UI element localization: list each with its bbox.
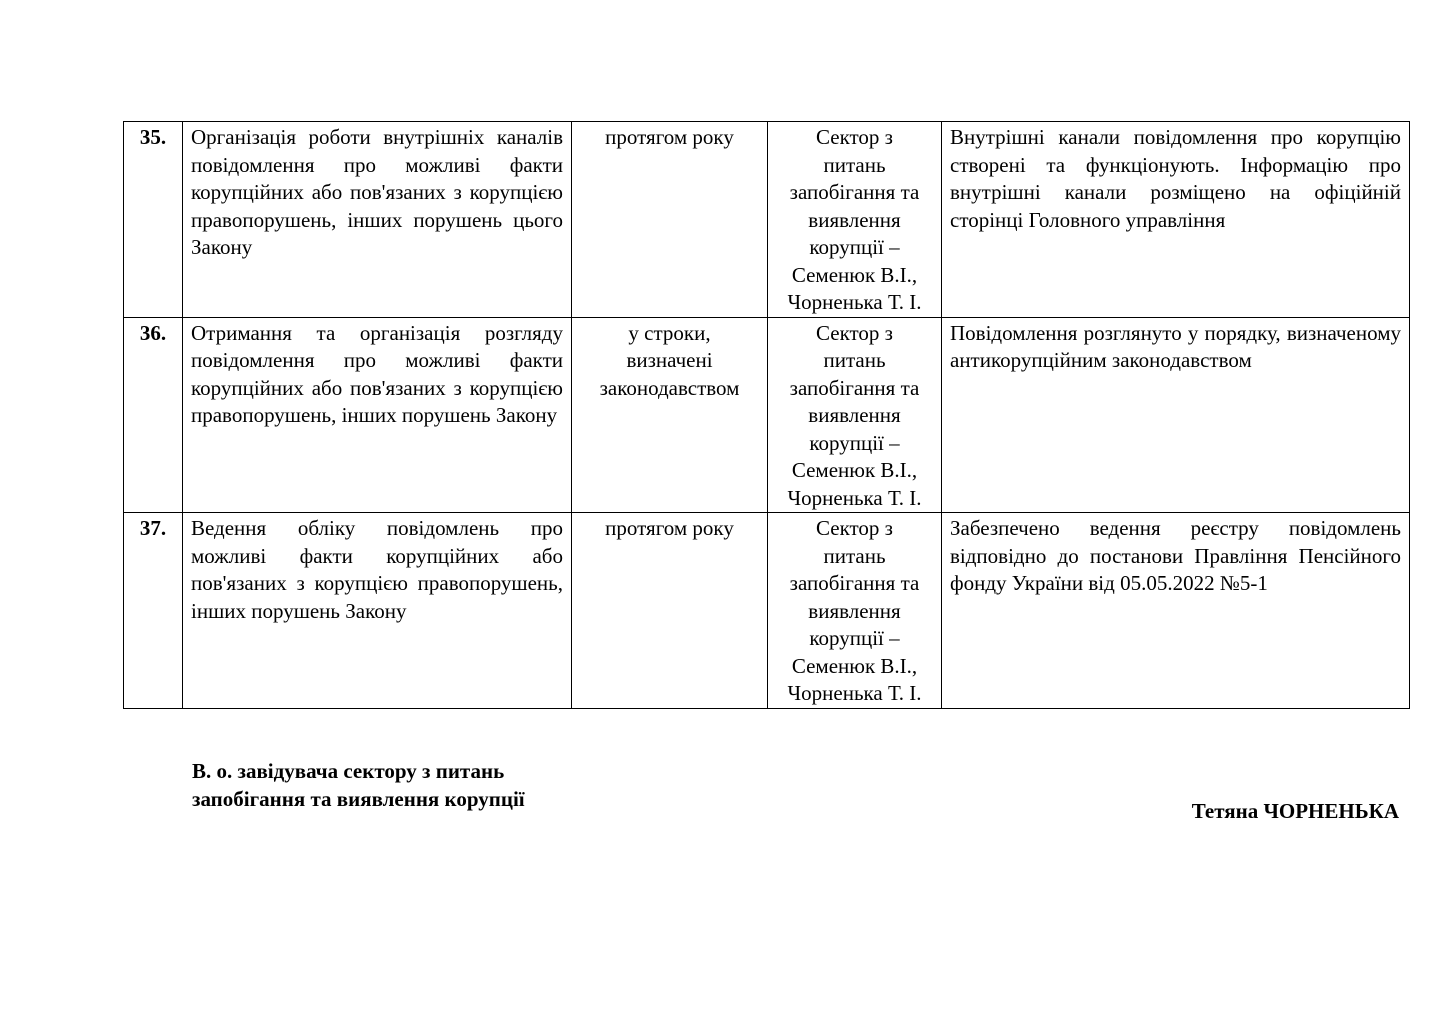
executor-line: питань [823, 348, 886, 372]
executor-line: питань [823, 152, 886, 177]
executor-line: виявлення [808, 207, 901, 232]
term-line: законодавством [599, 375, 740, 400]
executor-line: Сектор з [816, 320, 893, 345]
executor-cell [768, 317, 942, 513]
signatory-position-line: В. о. завідувача сектору з питань [192, 759, 505, 783]
executor-line: запобігання та [789, 375, 920, 400]
executor-line: корупції – [809, 235, 900, 259]
executor-line: виявлення [808, 598, 901, 623]
signatory-position [192, 757, 525, 813]
executor-line: корупції – [809, 430, 900, 455]
result-text: Повідомлення розглянуто у порядку, визначеному антикорупційним законодавством [942, 317, 1410, 513]
result-text: Внутрішні канали повідомлення про корупцію створені та функціонують. Інформацію про внутрішні канали розміщено на офіційній сторінці Головного управління [942, 122, 1410, 318]
signatory-position-line: запобігання та виявлення корупції [192, 787, 525, 811]
executor-line: Сектор з [816, 516, 893, 540]
term-text: протягом року [572, 122, 768, 318]
table-row [124, 317, 1410, 513]
signatory-name: Тетяна ЧОРНЕНЬКА [1191, 799, 1399, 823]
executor-line: запобігання та [789, 571, 920, 595]
row-number: 35. [124, 122, 183, 318]
executor-line: корупції – [809, 626, 900, 650]
table-row [124, 122, 1410, 318]
executor-line: Чорненька Т. І. [787, 485, 922, 510]
term-text: протягом року [572, 513, 768, 709]
term-line: у строки, [628, 320, 711, 345]
executor-line: питань [823, 543, 886, 568]
term-cell [572, 317, 768, 513]
row-number: 37. [124, 513, 183, 709]
measure-text: Ведення обліку повідомлень про можливі факти корупційних або пов'язаних з корупцією правопорушень, інших порушень Закону [183, 513, 572, 709]
executor-line: Чорненька Т. І. [787, 290, 922, 314]
executor-line: Сектор з [816, 125, 893, 149]
measure-text: Отримання та організація розгляду повідомлення про можливі факти корупційних або пов'язаних з корупцією правопорушень, інших порушень Закону [183, 317, 572, 513]
executor-line: Семенюк В.І., [791, 262, 918, 287]
measures-table [123, 121, 1410, 709]
table-row [124, 513, 1410, 709]
row-number: 36. [124, 317, 183, 513]
result-text: Забезпечено ведення реєстру повідомлень відповідно до постанови Правління Пенсійного фонду України від 05.05.2022 №5-1 [942, 513, 1410, 709]
executor-cell [768, 122, 942, 318]
term-line: визначені [626, 348, 713, 372]
executor-line: Чорненька Т. І. [787, 681, 922, 705]
executor-line: виявлення [808, 403, 901, 427]
executor-line: Семенюк В.І., [791, 653, 918, 678]
executor-line: Семенюк В.І., [791, 458, 918, 482]
executor-line: запобігання та [789, 180, 920, 204]
measure-text: Організація роботи внутрішніх каналів повідомлення про можливі факти корупційних або пов'язаних з корупцією правопорушень, інших порушень цього Закону [183, 122, 572, 318]
executor-cell [768, 513, 942, 709]
